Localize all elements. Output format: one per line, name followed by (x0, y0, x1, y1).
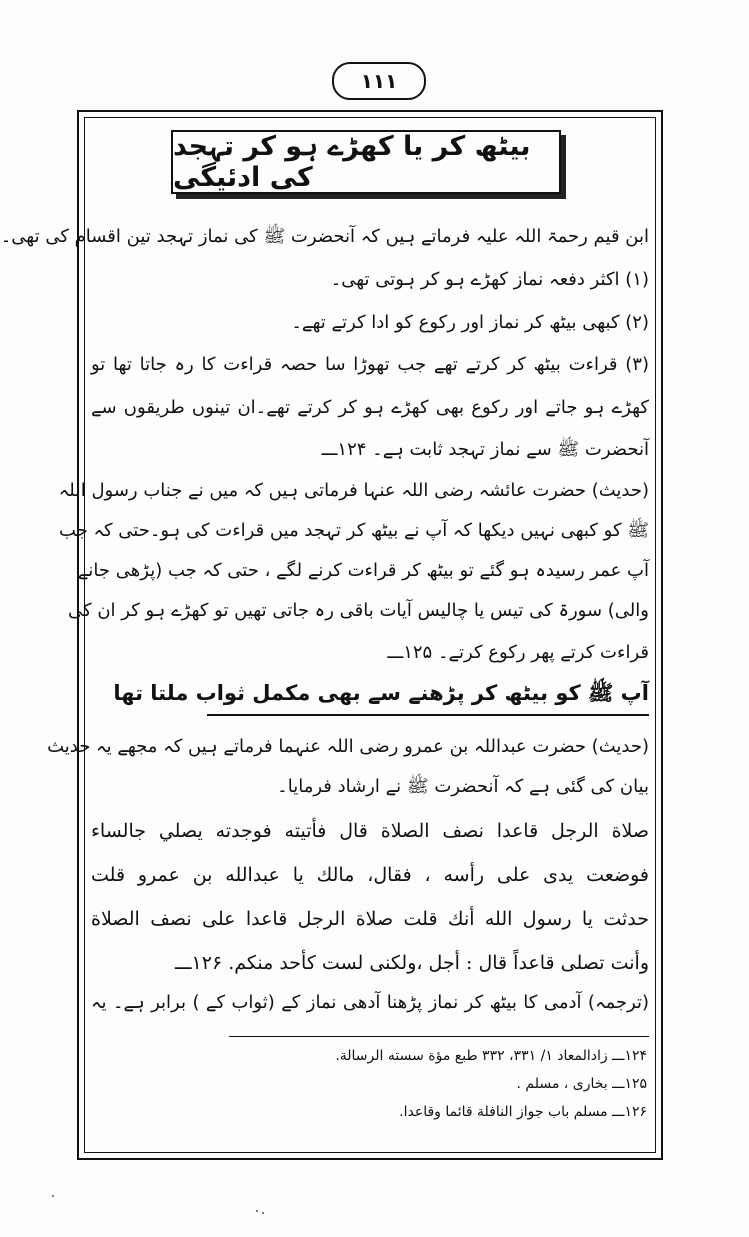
hadith-1-line-5: قراءت کرتے پھر رکوع کرتے۔ ۱۲۵ـــ (387, 642, 649, 663)
list-item-3-line-3: آنحضرت ﷺ سے نماز تہجد ثابت ہے۔ ۱۲۴ـــ (321, 439, 649, 460)
scan-speck (52, 1195, 54, 1197)
hadith-1-line-2: ﷺ کو کبھی نہیں دیکھا کہ آپ نے بیٹھ کر تہجد میں قراءت کی ہو۔حتی کہ جب (58, 520, 649, 541)
list-item-3-line-1: (۳) قراءت بیٹھ کر کرتے تھے جب تھوڑا سا حصہ قراءت کا رہ جاتا تھا تو (91, 354, 649, 375)
arabic-line-3: حدثت يا رسول الله أنك قلت صلاة الرجل قاعدا على نصف الصلاة (91, 908, 649, 930)
hadith-1-line-1: (حدیث) حضرت عائشہ رضی اللہ عنہا فرماتی ہیں کہ میں نے جناب رسول اللہ (58, 480, 649, 501)
arabic-line-2: فوضعت يدى على رأسه ، فقال، مالك يا عبدالله بن عمرو قلت (91, 864, 649, 886)
page-frame (0, 110, 663, 1160)
hadith-2-line-2: بیان کی گئی ہے کہ آنحضرت ﷺ نے ارشاد فرمایا۔ (277, 776, 649, 797)
chapter-title: بیٹھ کر یا کھڑے ہو کر تہجد کی ادئیگی (171, 130, 561, 194)
intro-text: ابن قیم رحمۃ اللہ علیہ فرماتے ہیں کہ آنحضرت ﷺ کی نماز تہجد تین اقسام کی تھی۔ (0, 226, 649, 247)
scan-speck (262, 1212, 264, 1214)
footnote-125: ۱۲۵ـــ بخاری ، مسلم . (516, 1076, 647, 1092)
hadith-1-line-3: آپ عمر رسیدہ ہو گئے تو بیٹھ کر قراءت کرنے لگے ، حتی کہ جب (پڑھی جانے (77, 560, 649, 581)
footnote-divider (229, 1036, 649, 1037)
arabic-line-4: وأنت تصلى قاعداً قال : أجل ،ولكنى لست كأحد منكم. ۱۲۶ـــ (174, 952, 649, 974)
hadith-1-line-4: والی) سورۃ کی تیس یا چالیس آیات باقی رہ جاتی تھیں تو کھڑے ہو کر ان کی (68, 600, 649, 621)
list-item-1: (۱) اکثر دفعہ نماز کھڑے ہو کر ہوتی تھی۔ (330, 269, 649, 290)
translation-line: (ترجمہ) آدمی کا بیٹھ کر نماز پڑھنا آدھی نماز کے (ثواب کے ) برابر ہے۔ یہ (91, 992, 649, 1013)
section-subheading: آپ ﷺ کو بیٹھ کر پڑھنے سے بھی مکمل ثواب ملتا تھا (207, 680, 649, 716)
arabic-line-1: صلاة الرجل قاعدا نصف الصلاة قال فأتيته فوجدته يصلي جالساء (91, 820, 649, 842)
footnote-126: ۱۲۶ـــ مسلم باب جواز النافلة قائما وقاعدا. (399, 1104, 647, 1120)
footnote-124: ۱۲۴ـــ زادالمعاد ۱/ ۳۳۱، ۳۳۲ طبع مؤة سسته الرسالة. (335, 1048, 647, 1064)
list-item-2: (۲) کبھی بیٹھ کر نماز اور رکوع کو ادا کرتے تھے۔ (291, 312, 649, 333)
scan-speck (256, 1210, 258, 1212)
list-item-3-line-2: کھڑے ہو جاتے اور رکوع بھی کھڑے ہو کر کرتے تھے۔ان تینوں طریقوں سے (91, 397, 649, 418)
hadith-2-line-1: (حدیث) حضرت عبداللہ بن عمرو رضی اللہ عنہما فرماتے ہیں کہ مجھے یہ حدیث (47, 736, 649, 757)
page-number: ۱۱۱ (332, 62, 426, 100)
